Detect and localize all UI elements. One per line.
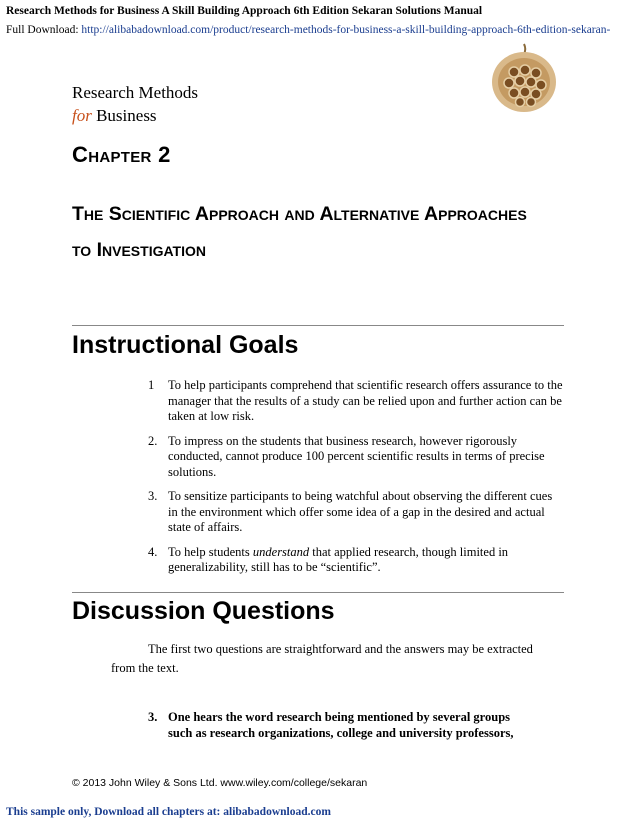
goal-text-emphasis: understand <box>252 544 310 559</box>
bottom-banner[interactable]: This sample only, Download all chapters at: alibabadownload.com <box>6 806 331 818</box>
divider <box>72 325 564 326</box>
divider <box>72 592 564 593</box>
chapter-title: The Scientific Approach and Alternative Approaches to Investigation <box>72 203 527 261</box>
copyright-footer: © 2013 John Wiley & Sons Ltd. www.wiley.com/college/sekaran <box>72 777 368 789</box>
list-item <box>148 434 563 481</box>
chapter-number: Chapter 2 <box>72 142 171 167</box>
question-line-2: such as research organizations, college and university professors, <box>168 725 514 740</box>
download-label: Full Download: <box>6 24 79 36</box>
question-number: 3. <box>148 710 158 724</box>
goal-number: 2. <box>148 433 158 448</box>
brand-line-1: Research Methods <box>72 83 199 102</box>
discussion-paragraph: The first two questions are straightforward and the answers may be extracted from the text. <box>111 642 533 675</box>
list-item <box>148 378 563 425</box>
discussion-heading: Discussion Questions <box>72 597 335 625</box>
goal-text: To impress on the students that business research, however rigorously conducted, cannot produce 100 percent scientific results in terms of precise solutions. <box>168 433 545 479</box>
goal-text: To sensitize participants to being watchful about observing the different cues in the environment which offer some idea of a gap in the desired and actual state of affairs. <box>168 489 553 534</box>
goal-text-post: that applied research, though limited in generalizability, still has to be “scientific”. <box>168 544 509 574</box>
wasp-nest-icon <box>484 40 564 122</box>
goal-number: 3. <box>148 489 158 503</box>
brand-business: Business <box>96 106 157 125</box>
goals-heading: Instructional Goals <box>72 331 299 359</box>
brand-line-2 <box>72 106 157 126</box>
question-line-1: One hears the word research being mentioned by several groups <box>168 710 511 724</box>
download-link[interactable]: http://alibabadownload.com/product/research-methods-for-business-a-skill-building-approach-6th-edition-sekaran- <box>81 24 611 36</box>
goals-list <box>148 378 563 585</box>
goal-number: 4. <box>148 544 158 559</box>
list-item <box>148 545 563 576</box>
goal-number: 1 <box>148 378 155 392</box>
download-line <box>6 24 610 36</box>
document-header-title: Research Methods for Business A Skill Building Approach 6th Edition Sekaran Solutions Manual <box>6 5 483 17</box>
brand-for: for <box>72 106 92 125</box>
list-item <box>148 489 563 536</box>
goal-text: To help participants comprehend that scientific research offers assurance to the manager that the results of a study can be relied upon and further action can be taken at low risk. <box>168 378 563 423</box>
question-3 <box>148 710 548 741</box>
goal-text-pre: To help students <box>168 544 253 559</box>
